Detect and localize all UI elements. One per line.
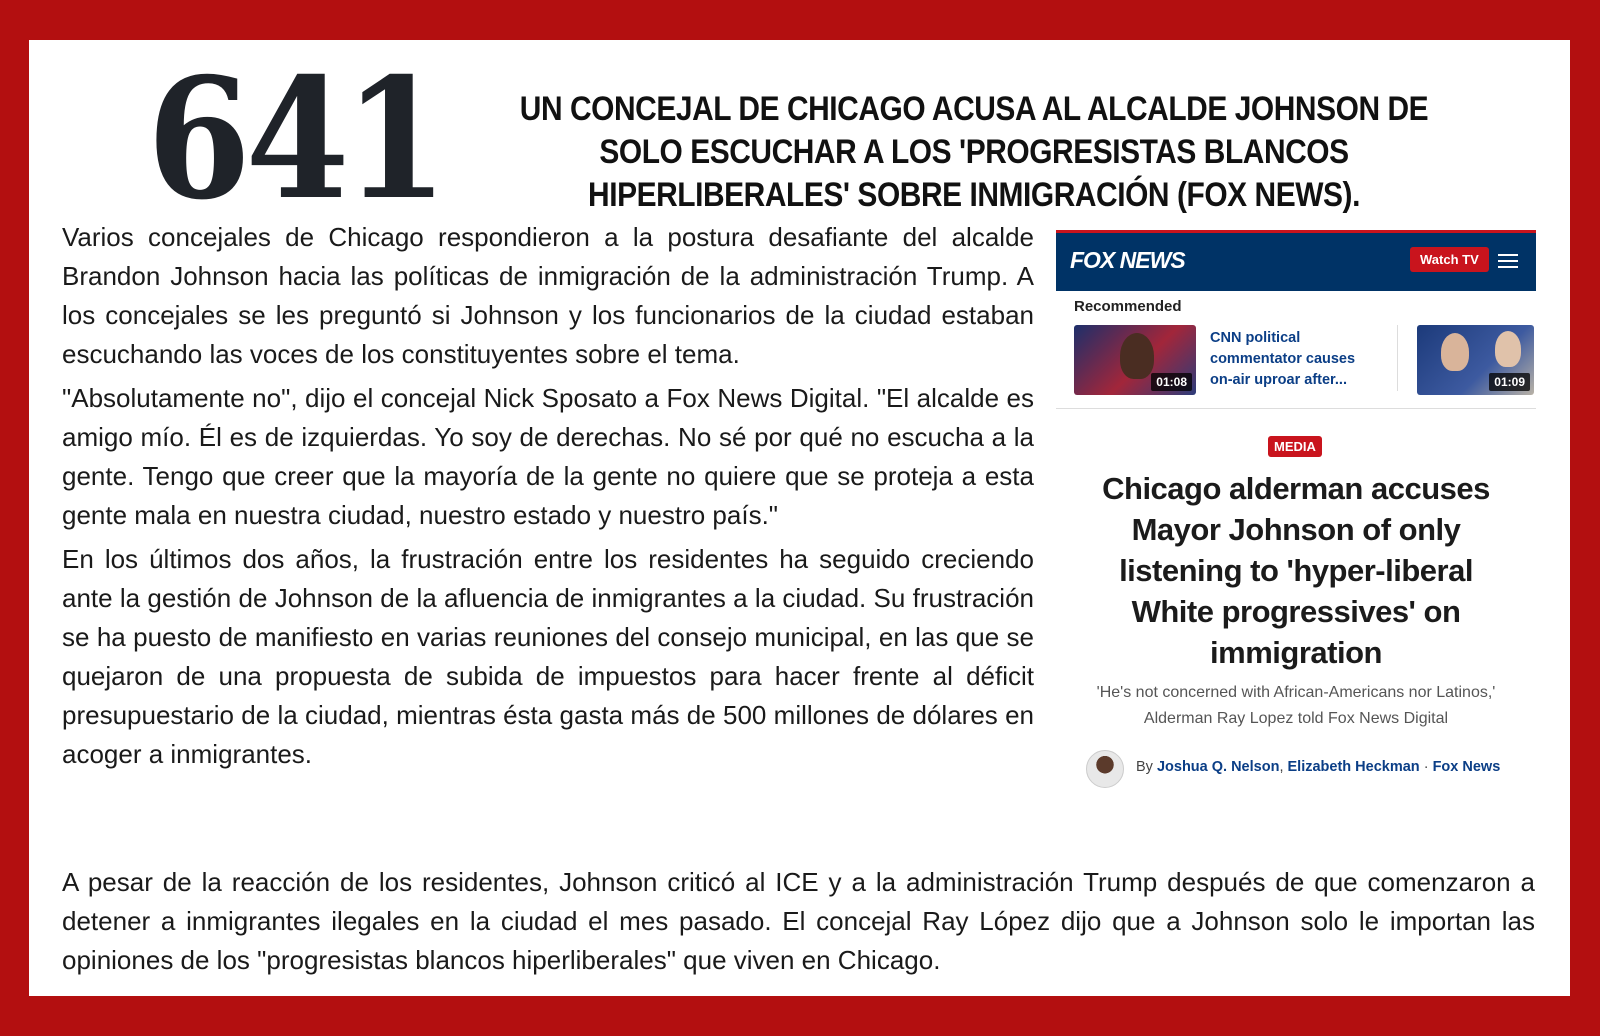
- content-card: [29, 40, 1570, 996]
- separator: ,: [1279, 759, 1284, 775]
- fox-news-logo[interactable]: FOX NEWS: [1070, 247, 1185, 273]
- separator: ·: [1423, 759, 1429, 775]
- watch-tv-button[interactable]: Watch TV: [1410, 247, 1489, 272]
- fox-header-bar: [1056, 230, 1536, 291]
- person-image: [1441, 333, 1469, 371]
- person-image: [1120, 333, 1154, 379]
- author-link-2[interactable]: Elizabeth Heckman: [1287, 759, 1420, 775]
- hamburger-menu-icon[interactable]: [1498, 254, 1518, 268]
- divider: [1397, 325, 1398, 391]
- paragraph-3: En los últimos dos años, la frustración entre los residentes ha seguido creciendo ante la gestión de Johnson de la afluencia de inmigrantes a la ciudad. Su frustración se ha puesto de manifiesto en varias reuniones del consejo municipal, en las que se quejaron de una propuesta de subida de impuestos para hacer frente al déficit presupuestario de la ciudad, mientras ésta gasta más de 500 millones de dólares en acoger a inmigrantes.: [62, 544, 1034, 769]
- video-duration-1: 01:08: [1151, 373, 1192, 391]
- paragraph-4: A pesar de la reacción de los residentes, Johnson criticó al ICE y a la administración Trump después de que comenzaron a detener a inmigrantes ilegales en la ciudad el mes pasado. El concejal Ray López dijo que a Johnson solo le importan las opiniones de los "progresistas blancos hiperliberales" que viven en Chicago.: [62, 867, 1535, 975]
- paragraph-1: Varios concejales de Chicago respondieron a la postura desafiante del alcalde Brandon Johnson hacia las políticas de inmigración de la administración Trump. A los concejales se les preguntó si Johnson y los funcionarios de la ciudad estaban escuchando las voces de los constituyentes sobre el tema.: [62, 222, 1034, 369]
- video-duration-2: 01:09: [1489, 373, 1530, 391]
- video-thumbnail-1[interactable]: [1074, 325, 1196, 395]
- story-title[interactable]: Chicago alderman accuses Mayor Johnson of only listening to 'hyper-liberal White progressives' on immigration: [1102, 471, 1490, 670]
- post-number: 641: [147, 42, 443, 237]
- headline: UN CONCEJAL DE CHICAGO ACUSA AL ALCALDE JOHNSON DE SOLO ESCUCHAR A LOS 'PROGRESISTAS BLANCOS HIPERLIBERALES' SOBRE INMIGRACIÓN (FOX NEWS).: [519, 90, 1429, 214]
- author-avatar: [1086, 750, 1124, 788]
- story-subtitle: 'He's not concerned with African-Americans nor Latinos,' Alderman Ray Lopez told Fox News Digital: [1096, 684, 1496, 727]
- author-link-1[interactable]: Joshua Q. Nelson: [1156, 759, 1280, 775]
- fox-news-screenshot: [1056, 230, 1536, 810]
- outlet-link[interactable]: Fox News: [1432, 759, 1501, 775]
- byline-text: [1136, 759, 1500, 775]
- article-body: [62, 218, 1034, 779]
- recommended-headline-1[interactable]: CNN political commentator causes on-air uproar after...: [1210, 330, 1356, 388]
- by-label: By: [1136, 759, 1153, 775]
- person-image: [1495, 331, 1521, 367]
- media-category-badge[interactable]: MEDIA: [1268, 436, 1322, 457]
- video-thumbnail-2[interactable]: [1417, 325, 1534, 395]
- recommended-label: Recommended: [1074, 298, 1182, 315]
- divider: [1056, 408, 1536, 409]
- article-bottom: [62, 863, 1535, 980]
- paragraph-2: "Absolutamente no", dijo el concejal Nick Sposato a Fox News Digital. "El alcalde es amigo mío. Él es de izquierdas. Yo soy de derechas. No sé por qué no escucha a la gente. Tengo que creer que la mayoría de la gente no quiere que se proteja a esta gente mala en nuestra ciudad, nuestro estado y nuestro país.": [62, 383, 1034, 530]
- byline: [1086, 750, 1526, 790]
